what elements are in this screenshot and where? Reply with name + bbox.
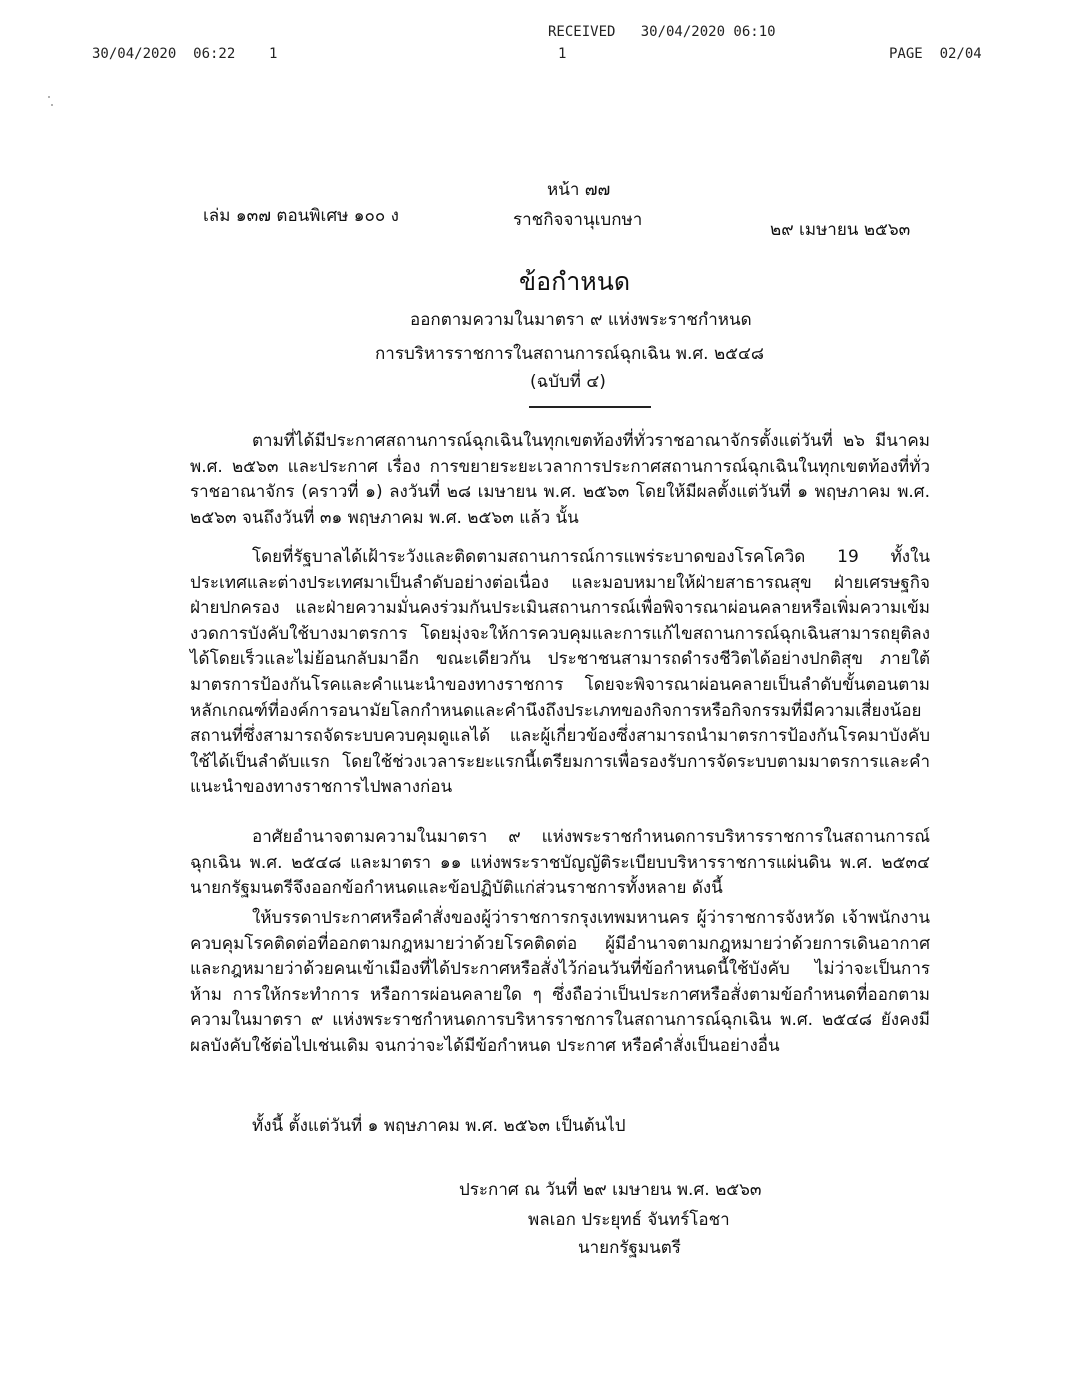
fax-sent-line: 30/04/2020 06:22 1	[92, 46, 278, 62]
fax-page-label: PAGE 02/04	[889, 46, 982, 62]
paragraph-2	[190, 545, 930, 801]
signature-announced: ประกาศ ณ วันที่ ๒๙ เมษายน พ.ศ. ๒๕๖๓	[459, 1180, 762, 1200]
scan-speck	[48, 96, 50, 98]
paragraph-2-text: โดยที่รัฐบาลได้เฝ้าระวังและติดตามสถานการณ์การแพร่ระบาดของโรคโควิด 19 ทั้งในประเทศและต่างประเทศมาเป็นลำดับอย่างต่อเนื่อง และมอบหมายให้ฝ่ายสาธารณสุข ฝ่ายเศรษฐกิจ ฝ่ายปกครอง และฝ่ายความมั่นคงร่วมกันประเมินสถานการณ์เพื่อพิจารณาผ่อนคลายหรือเพิ่มความเข้มงวดการบังคับใช้บางมาตรการ โดยมุ่งจะให้การควบคุมและการแก้ไขสถานการณ์ฉุกเฉินสามารถยุติลงได้โดยเร็วและไม่ย้อนกลับมาอีก ขณะเดียวกัน ประชาชนสามารถดำรงชีวิตได้อย่างปกติสุข ภายใต้มาตรการป้องกันโรคและคำแนะนำของทางราชการ โดยจะพิจารณาผ่อนคลายเป็นลำดับขั้นตอนตามหลักเกณฑ์ที่องค์การอนามัยโลกกำหนดและคำนึงถึงประเภทของกิจการหรือกิจกรรมที่มีความเสี่ยงน้อย สถานที่ซึ่งสามารถจัดระบบควบคุมดูแลได้ และผู้เกี่ยวข้องซึ่งสามารถนำมาตรการป้องกันโรคมาบังคับใช้ได้เป็นลำดับแรก โดยใช้ช่วงเวลาระยะแรกนี้เตรียมการเพื่อรองรับการจัดระบบตามมาตรการและคำแนะนำของทางราชการไปพลางก่อน	[190, 547, 930, 798]
paragraph-4	[190, 906, 930, 1060]
paragraph-5	[190, 1114, 930, 1140]
scan-speck	[51, 104, 53, 106]
gazette-date: ๒๙ เมษายน ๒๕๖๓	[770, 220, 911, 240]
gazette-publication: ราชกิจจานุเบกษา	[513, 210, 643, 230]
paragraph-5-text: ทั้งนี้ ตั้งแต่วันที่ ๑ พฤษภาคม พ.ศ. ๒๕๖๓ เป็นต้นไป	[252, 1116, 626, 1136]
gazette-volume: เล่ม ๑๓๗ ตอนพิเศษ ๑๐๐ ง	[203, 206, 399, 226]
gazette-page-label: หน้า ๗๗	[547, 180, 611, 200]
paragraph-3	[190, 825, 930, 902]
paragraph-3-text: อาศัยอำนาจตามความในมาตรา ๙ แห่งพระราชกำหนดการบริหารราชการในสถานการณ์ฉุกเฉิน พ.ศ. ๒๕๔๘ และมาตรา ๑๑ แห่งพระราชบัญญัติระเบียบบริหารราชการแผ่นดิน พ.ศ. ๒๕๓๔ นายกรัฐมนตรีจึงออกข้อกำหนดและข้อปฏิบัติแก่ส่วนราชการทั้งหลาย ดังนี้	[190, 827, 930, 899]
document-subtitle-3: (ฉบับที่ ๔)	[530, 372, 606, 392]
paragraph-1-text: ตามที่ได้มีประกาศสถานการณ์ฉุกเฉินในทุกเขตท้องที่ทั่วราชอาณาจักรตั้งแต่วันที่ ๒๖ มีนาคม พ.ศ. ๒๕๖๓ และประกาศ เรื่อง การขยายระยะเวลาการประกาศสถานการณ์ฉุกเฉินในทุกเขตท้องที่ทั่วราชอาณาจักร (คราวที่ ๑) ลงวันที่ ๒๘ เมษายน พ.ศ. ๒๕๖๓ โดยให้มีผลตั้งแต่วันที่ ๑ พฤษภาคม พ.ศ. ๒๕๖๓ จนถึงวันที่ ๓๑ พฤษภาคม พ.ศ. ๒๕๖๓ แล้ว นั้น	[190, 431, 930, 528]
signature-position: นายกรัฐมนตรี	[578, 1238, 681, 1258]
document-subtitle-1: ออกตามความในมาตรา ๙ แห่งพระราชกำหนด	[410, 310, 752, 330]
fax-received-line: RECEIVED 30/04/2020 06:10	[548, 24, 776, 40]
title-divider	[529, 406, 651, 408]
paragraph-1	[190, 429, 930, 531]
paragraph-4-text: ให้บรรดาประกาศหรือคำสั่งของผู้ว่าราชการกรุงเทพมหานคร ผู้ว่าราชการจังหวัด เจ้าพนักงานควบคุมโรคติดต่อที่ออกตามกฎหมายว่าด้วยโรคติดต่อ ผู้มีอำนาจตามกฎหมายว่าด้วยการเดินอากาศและกฎหมายว่าด้วยคนเข้าเมืองที่ได้ประกาศหรือสั่งไว้ก่อนวันที่ข้อกำหนดนี้ใช้บังคับ ไม่ว่าจะเป็นการห้าม การให้กระทำการ หรือการผ่อนคลายใด ๆ ซึ่งถือว่าเป็นประกาศหรือสั่งตามข้อกำหนดที่ออกตามความในมาตรา ๙ แห่งพระราชกำหนดการบริหารราชการในสถานการณ์ฉุกเฉิน พ.ศ. ๒๕๔๘ ยังคงมีผลบังคับใช้ต่อไปเช่นเดิม จนกว่าจะได้มีข้อกำหนด ประกาศ หรือคำสั่งเป็นอย่างอื่น	[190, 908, 930, 1056]
signature-name: พลเอก ประยุทธ์ จันทร์โอชา	[528, 1210, 730, 1230]
document-subtitle-2: การบริหารราชการในสถานการณ์ฉุกเฉิน พ.ศ. ๒๕๔๘	[375, 344, 765, 364]
fax-received-page: 1	[558, 46, 567, 62]
document-title: ข้อกำหนด	[519, 267, 631, 296]
